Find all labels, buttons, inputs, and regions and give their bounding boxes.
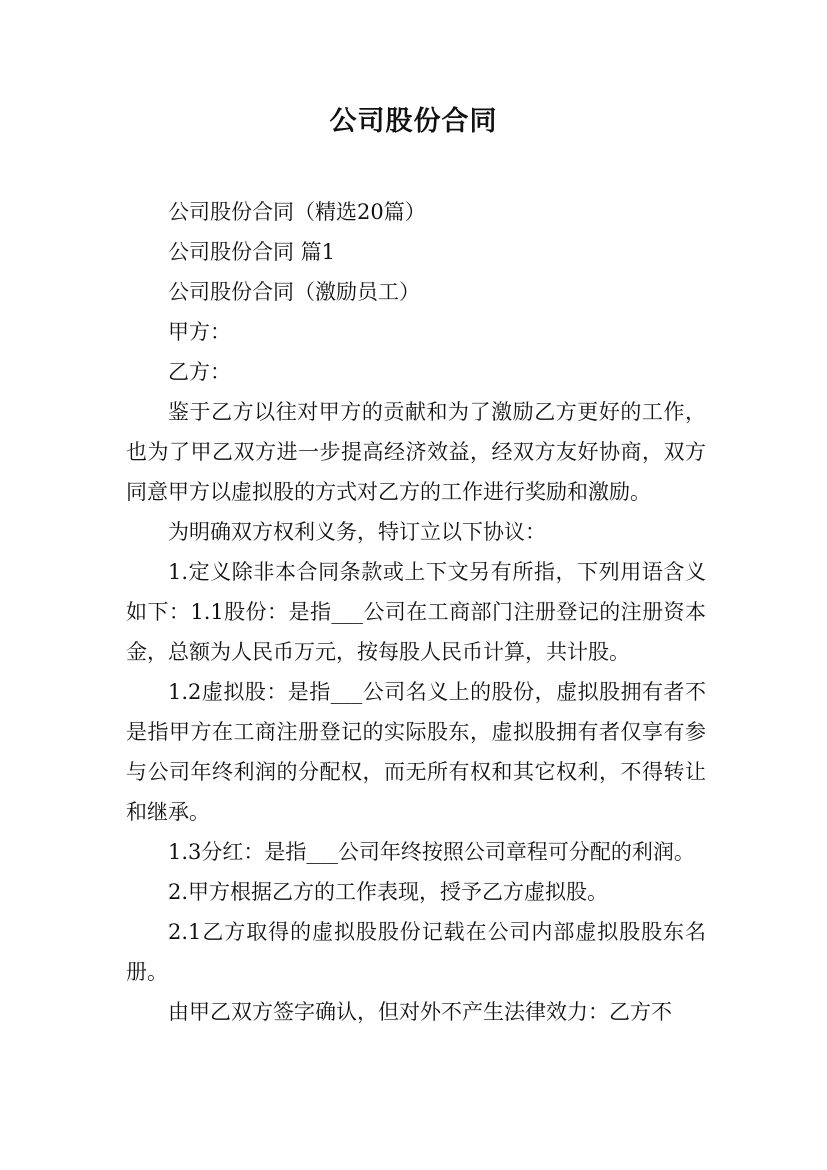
- section-heading: 公司股份合同 篇1: [168, 240, 336, 264]
- paragraph-virtual-shares: 1.2虚拟股：是指___公司名义上的股份，虚拟股拥有者不是指甲方在工商注册登记的实际股东，虚拟股拥有者仅享有参与公司年终利润的分配权，而无所有权和其它权利，不得转让和继承。: [126, 680, 706, 824]
- paragraph-grant: 2.甲方根据乙方的工作表现，授予乙方虚拟股。: [168, 880, 609, 904]
- paragraph-preamble: 鉴于乙方以往对甲方的贡献和为了激励乙方更好的工作，也为了甲乙双方进一步提高经济效益，经双方友好协商，双方同意甲方以虚拟股的方式对乙方的工作进行奖励和激励。: [126, 400, 706, 504]
- document-body: [126, 192, 706, 1032]
- paragraph-definitions: 1.定义除非本合同条款或上下文另有所指，下列用语含义如下：1.1股份：是指___公司在工商部门注册登记的注册资本金，总额为人民币万元，按每股人民币计算，共计股。: [126, 560, 706, 664]
- paragraph-agreement-intro: 为明确双方权利义务，特订立以下协议：: [168, 520, 546, 544]
- contract-heading: 公司股份合同（激励员工）: [168, 280, 420, 304]
- paragraph-confirmation: 由甲乙双方签字确认，但对外不产生法律效力：乙方不: [168, 1000, 672, 1024]
- paragraph-dividends: 1.3分红：是指___公司年终按照公司章程可分配的利润。: [168, 840, 695, 864]
- paragraph-register: 2.1乙方取得的虚拟股股份记载在公司内部虚拟股股东名册。: [126, 920, 706, 984]
- party-a-label: 甲方：: [168, 320, 231, 344]
- document-title: 公司股份合同: [329, 106, 498, 137]
- subtitle-line: 公司股份合同（精选20篇）: [168, 200, 426, 224]
- party-b-label: 乙方：: [168, 360, 231, 384]
